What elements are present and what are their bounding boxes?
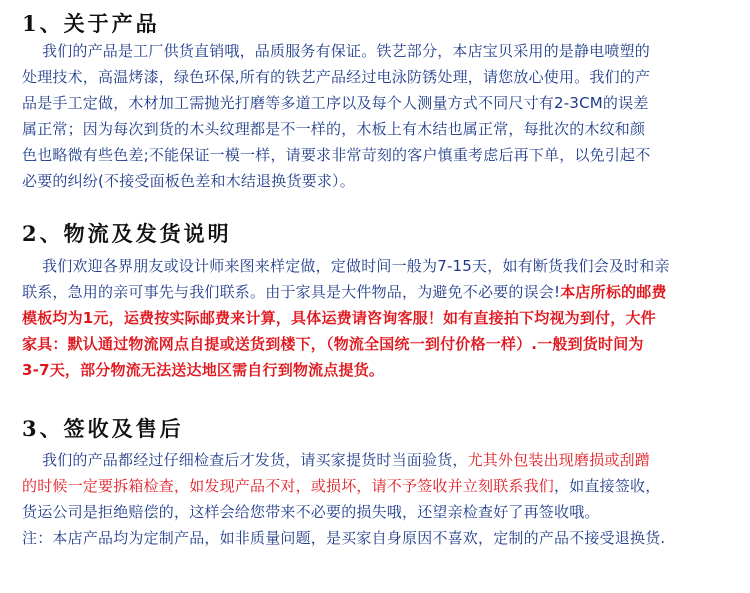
text-line: 我们欢迎各界朋友或设计师来图来样定做，定做时间一般为7-15天，如有断货我们会及时和亲: [42, 257, 670, 275]
highlight-text: 的时候一定要拆箱检查，如发现产品不对，或损坏，请不予签收并立刻联系我们: [22, 477, 555, 495]
text-line: [22, 473, 732, 499]
highlight-line: 家具：默认通过物流网点自提或送货到楼下，（物流全国统一到付价格一样）.一般到货时间为: [22, 335, 644, 353]
highlight-text: 本店所标的邮费: [560, 283, 667, 301]
section-heading-after-sales: 3、签收及售后: [22, 416, 184, 441]
section-body-about-product: [22, 38, 732, 194]
section-heading-about-product: 1、关于产品: [22, 11, 160, 36]
highlight-text: 尤其外包装出现磨损或刮蹭: [467, 451, 651, 469]
text-line: 色也略微有些色差;不能保证一模一样，请要求非常苛刻的客户慎重考虑后再下单，以免引起不: [22, 146, 651, 164]
text-line: 品是手工定做，木材加工需抛光打磨等多道工序以及每个人测量方式不同尺寸有2-3CM的误差: [22, 94, 649, 112]
text-line: 必要的纠纷(不接受面板色差和木结退换货要求）。: [22, 172, 355, 190]
text-line: 处理技术，高温烤漆，绿色环保,所有的铁艺产品经过电泳防锈处理，请您放心使用。我们的产: [22, 68, 651, 86]
highlight-line: 3-7天，部分物流无法送达地区需自行到物流点提货。: [22, 361, 385, 379]
text-segment: 联系，急用的亲可事先与我们联系。由于家具是大件物品，为避免不必要的误会!: [22, 283, 561, 301]
text-line: 货运公司是拒绝赔偿的，这样会给您带来不必要的损失哦，还望亲检查好了再签收哦。: [22, 503, 600, 521]
text-segment: ，如直接签收，: [554, 477, 661, 495]
text-line: [22, 279, 732, 305]
text-line: 我们的产品是工厂供货直销哦，品质服务有保证。铁艺部分，本店宝贝采用的是静电喷塑的: [42, 42, 651, 60]
text-line: 属正常；因为每次到货的木头纹理都是不一样的，木板上有木结也属正常，每批次的木纹和颜: [22, 120, 646, 138]
note-line: 注：本店产品均为定制产品，如非质量问题，是买家自身原因不喜欢，定制的产品不接受退换货.: [22, 529, 666, 547]
section-body-shipping: [22, 253, 732, 383]
text-line: [22, 447, 732, 473]
highlight-line: 模板均为1元，运费按实际邮费来计算，具体运费请咨询客服！如有直接拍下均视为到付，大件: [22, 309, 656, 327]
section-heading-shipping: 2、物流及发货说明: [22, 221, 232, 246]
text-segment: 我们的产品都经过仔细检查后才发货，请买家提货时当面验货，: [42, 451, 468, 469]
section-body-after-sales: [22, 447, 732, 551]
